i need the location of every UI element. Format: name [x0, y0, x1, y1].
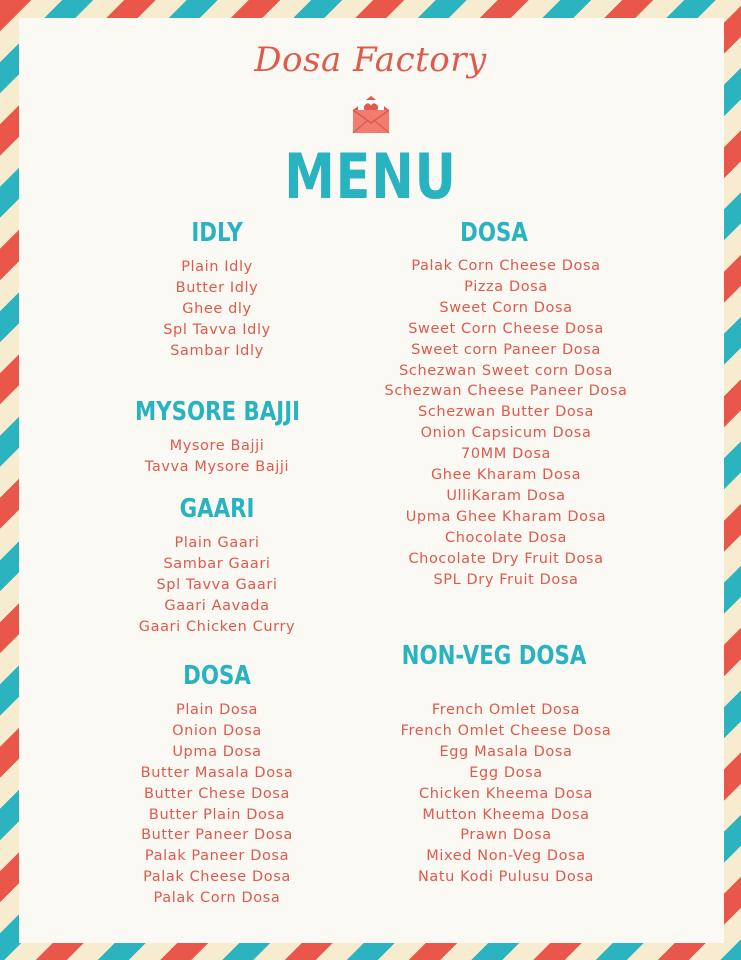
menu-item: Spl Tavva Gaari — [156, 576, 278, 593]
menu-item: Sambar Idly — [170, 342, 264, 359]
section-gaari — [117, 493, 317, 638]
menu-item: Plain Idly — [181, 259, 253, 275]
menu-item: Ghee dly — [182, 300, 252, 317]
menu-item: Spl Tavva Idly — [163, 321, 271, 338]
menu-item: Chocolate Dry Fruit Dosa — [408, 550, 604, 567]
menu-item: Tavva Mysore Bajji — [144, 458, 290, 475]
menu-item: Schezwan Sweet corn Dosa — [399, 362, 613, 379]
section-nonveg-dosa — [375, 640, 637, 888]
section-heading: MYSORE BAJJI — [135, 397, 301, 427]
item-list — [117, 700, 317, 909]
menu-item: UlliKaram Dosa — [446, 487, 566, 504]
menu-item: Plain Dosa — [176, 702, 258, 718]
menu-item: Sambar Gaari — [163, 555, 271, 572]
menu-item: Gaari Chicken Curry — [138, 618, 296, 635]
menu-item: SPL Dry Fruit Dosa — [433, 571, 579, 588]
menu-item: Ghee Kharam Dosa — [430, 467, 582, 484]
brand-logo: Dosa Factory — [254, 40, 487, 80]
menu-item: Onion Dosa — [172, 722, 262, 739]
item-list — [117, 533, 317, 638]
menu-item: Mutton Kheema Dosa — [422, 806, 590, 823]
item-list — [375, 700, 637, 888]
menu-item: Sweet Corn Dosa — [439, 299, 573, 316]
menu-item: Butter Plain Dosa — [148, 806, 286, 823]
menu-item: Palak Paneer Dosa — [144, 848, 290, 865]
menu-item: Sweet corn Paneer Dosa — [411, 341, 601, 358]
menu-item: Prawn Dosa — [460, 827, 552, 844]
menu-item: Sweet Corn Cheese Dosa — [408, 320, 604, 337]
menu-item: Plain Gaari — [174, 535, 260, 551]
menu-item: 70MM Dosa — [461, 446, 551, 463]
menu-item: Palak Corn Dosa — [153, 890, 281, 907]
menu-item: Palak Corn Cheese Dosa — [411, 258, 601, 274]
menu-item: Butter Idly — [175, 279, 259, 296]
menu-item: Onion Capsicum Dosa — [420, 425, 592, 442]
menu-item: Butter Chese Dosa — [144, 785, 290, 802]
menu-item: Mixed Non-Veg Dosa — [426, 848, 586, 865]
menu-item: Egg Dosa — [469, 764, 543, 781]
section-idly — [117, 217, 317, 362]
item-list — [117, 436, 317, 478]
menu-item: Gaari Aavada — [164, 597, 270, 614]
menu-item: Butter Masala Dosa — [140, 764, 294, 781]
item-list — [375, 256, 637, 591]
section-dosa-left — [117, 660, 317, 909]
menu-item: French Omlet Dosa — [431, 702, 581, 718]
section-mysore-bajji — [117, 396, 317, 478]
menu-item: Upma Ghee Kharam Dosa — [405, 508, 607, 525]
menu-item: French Omlet Cheese Dosa — [400, 722, 612, 739]
menu-item: Mysore Bajji — [169, 438, 265, 454]
menu-item: Natu Kodi Pulusu Dosa — [417, 869, 595, 886]
menu-item: Chocolate Dosa — [444, 529, 568, 546]
menu-item: Palak Cheese Dosa — [143, 869, 291, 886]
section-heading: GAARI — [179, 494, 255, 524]
menu-item: Upma Dosa — [172, 743, 262, 760]
heart-envelope-icon — [351, 93, 391, 135]
menu-item: Butter Paneer Dosa — [141, 827, 293, 844]
section-heading: NON-VEG DOSA — [401, 641, 587, 671]
section-heading: DOSA — [183, 661, 251, 691]
menu-item: Egg Masala Dosa — [439, 743, 573, 760]
menu-item: Schezwan Cheese Paneer Dosa — [384, 383, 628, 400]
section-dosa-right — [375, 217, 637, 591]
menu-title: MENU — [284, 140, 457, 213]
section-heading: DOSA — [460, 218, 528, 248]
item-list — [117, 257, 317, 362]
menu-item: Pizza Dosa — [464, 278, 548, 295]
menu-item: Schezwan Butter Dosa — [418, 404, 594, 421]
section-heading: IDLY — [191, 218, 243, 248]
menu-item: Chicken Kheema Dosa — [419, 785, 593, 802]
